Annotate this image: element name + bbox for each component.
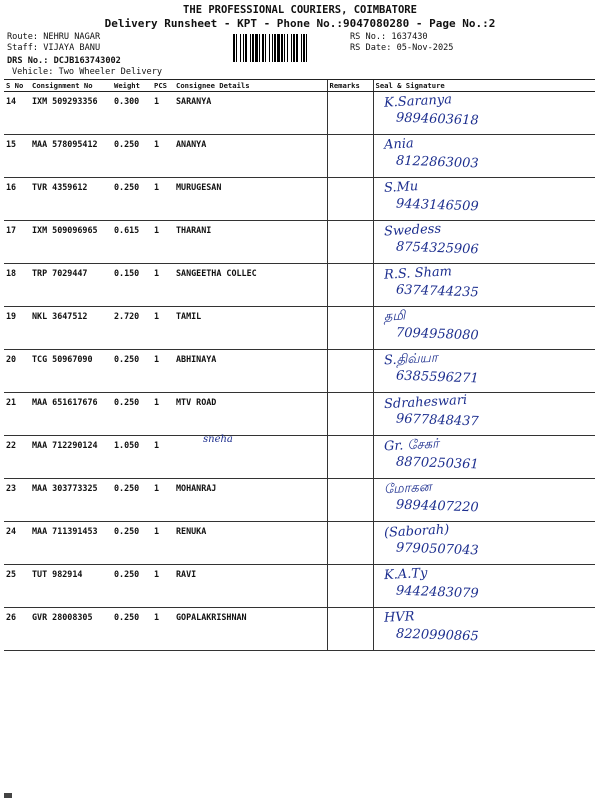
barcode-bar (269, 34, 270, 62)
row-consignee: MTV ROAD (174, 393, 327, 436)
row-sno: 16 (4, 178, 30, 221)
table-row (4, 221, 595, 264)
signature-name: Gr. சேகர் (383, 436, 439, 455)
signature-name: (Saborah) (383, 522, 450, 541)
row-consignment-no: MAA 711391453 (30, 522, 112, 565)
row-consignee: MOHANRAJ (174, 479, 327, 522)
row-signature (373, 92, 595, 135)
row-consignment-no: GVR 28008305 (30, 608, 112, 651)
rs-number: RS No.: 1637430 (350, 32, 428, 42)
barcode-bar (287, 34, 288, 62)
company-title: THE PROFESSIONAL COURIERS, COIMBATORE (183, 4, 417, 16)
signature-name: HVR (383, 609, 415, 626)
runsheet-table (4, 79, 595, 651)
row-pcs: 1 (152, 436, 174, 479)
row-weight: 0.250 (112, 350, 152, 393)
signature-name: Sdraheswari (383, 392, 468, 413)
row-pcs: 1 (152, 565, 174, 608)
col-consignee: Consignee Details (174, 80, 327, 92)
barcode-bar (272, 34, 273, 62)
signature-name: Ania (383, 136, 414, 153)
row-pcs: 1 (152, 178, 174, 221)
row-sno: 18 (4, 264, 30, 307)
row-weight: 0.250 (112, 393, 152, 436)
runsheet-subtitle: Delivery Runsheet - KPT - Phone No.:9047080280 - Page No.:2 (104, 17, 496, 30)
row-consignment-no: MAA 651617676 (30, 393, 112, 436)
barcode-bar (252, 34, 254, 62)
table-row (4, 565, 595, 608)
signature-phone: 7094958080 (395, 325, 479, 344)
row-pcs: 1 (152, 221, 174, 264)
signature-phone: 9894407220 (395, 497, 479, 516)
row-consignee: GOPALAKRISHNAN (174, 608, 327, 651)
row-consignment-no: IXM 509096965 (30, 221, 112, 264)
row-pcs: 1 (152, 479, 174, 522)
signature-phone: 8870250361 (395, 454, 479, 473)
row-pcs: 1 (152, 264, 174, 307)
signature-phone: 6385596271 (395, 368, 479, 387)
row-signature (373, 565, 595, 608)
barcode-bar (250, 34, 251, 62)
barcode-bar (265, 34, 266, 62)
barcode-bar (259, 34, 260, 62)
row-consignee: RENUKA (174, 522, 327, 565)
row-consignment-no: MAA 303773325 (30, 479, 112, 522)
row-weight: 0.300 (112, 92, 152, 135)
row-remarks (327, 522, 373, 565)
barcode-bar (281, 34, 283, 62)
drs-value: DCJB163743002 (53, 56, 121, 66)
row-signature (373, 393, 595, 436)
signature-name: K.Saranya (383, 92, 452, 111)
row-weight: 0.250 (112, 479, 152, 522)
drs-number (7, 56, 121, 66)
signature-name: R.S. Sham (383, 264, 452, 283)
row-remarks (327, 221, 373, 264)
table-row (4, 522, 595, 565)
route-label: Route: NEHRU NAGAR (7, 32, 101, 42)
row-consignee: MURUGESAN (174, 178, 327, 221)
row-pcs: 1 (152, 92, 174, 135)
row-pcs: 1 (152, 608, 174, 651)
col-consignment: Consignment No (30, 80, 112, 92)
row-remarks (327, 307, 373, 350)
barcode-bar (296, 34, 298, 62)
row-signature (373, 307, 595, 350)
barcode-bar (293, 34, 295, 62)
barcode-bar (277, 34, 280, 62)
signature-phone: 9442483079 (395, 583, 479, 602)
rs-date: RS Date: 05-Nov-2025 (350, 43, 454, 53)
row-consignee: ABHINAYA (174, 350, 327, 393)
barcode-bar (291, 34, 292, 62)
table-row (4, 479, 595, 522)
signature-phone: 6374744235 (395, 282, 479, 301)
barcode-bar (274, 34, 276, 62)
signature-phone: 9894603618 (395, 110, 479, 129)
row-consignee: RAVI (174, 565, 327, 608)
signature-phone: 8754325906 (395, 239, 479, 258)
row-signature (373, 178, 595, 221)
signature-name: K.A.Ty (383, 565, 428, 584)
barcode-bar (245, 34, 247, 62)
row-weight: 0.250 (112, 522, 152, 565)
row-consignment-no: TVR 4359612 (30, 178, 112, 221)
col-sno: S No (4, 80, 30, 92)
row-signature (373, 135, 595, 178)
row-remarks (327, 264, 373, 307)
signature-name: S.திவ்யா (383, 350, 438, 369)
col-signature: Seal & Signature (373, 80, 595, 92)
signature-phone: 9443146509 (395, 196, 479, 215)
row-sno: 26 (4, 608, 30, 651)
table-row (4, 135, 595, 178)
row-remarks (327, 479, 373, 522)
table-header-row (4, 80, 595, 92)
barcode-bar (233, 34, 235, 62)
row-sno: 20 (4, 350, 30, 393)
handwritten-consignee-note: sneha (203, 434, 233, 445)
table-row (4, 608, 595, 651)
row-remarks (327, 350, 373, 393)
drs-label: DRS No.: (7, 56, 49, 66)
row-remarks (327, 608, 373, 651)
row-pcs: 1 (152, 522, 174, 565)
barcode-bar (262, 34, 264, 62)
row-sno: 19 (4, 307, 30, 350)
row-consignee (174, 436, 327, 479)
row-weight: 0.250 (112, 608, 152, 651)
row-sno: 22 (4, 436, 30, 479)
signature-phone: 8122863003 (395, 153, 479, 172)
row-weight: 0.250 (112, 565, 152, 608)
barcode-bar (301, 34, 302, 62)
row-consignment-no: MAA 578095412 (30, 135, 112, 178)
barcode-image (233, 34, 346, 62)
row-consignment-no: IXM 509293356 (30, 92, 112, 135)
row-signature (373, 522, 595, 565)
row-remarks (327, 135, 373, 178)
barcode-bar (240, 34, 241, 62)
barcode-bar (243, 34, 244, 62)
signature-name: Swedess (383, 221, 441, 240)
row-weight: 0.615 (112, 221, 152, 264)
row-sno: 15 (4, 135, 30, 178)
row-consignee: THARANI (174, 221, 327, 264)
barcode-bar (306, 34, 307, 62)
row-sno: 23 (4, 479, 30, 522)
col-weight: Weight (112, 80, 152, 92)
row-consignee: TAMIL (174, 307, 327, 350)
row-sno: 14 (4, 92, 30, 135)
barcode-bar (255, 34, 258, 62)
row-signature (373, 350, 595, 393)
signature-name: தமி (383, 308, 406, 325)
table-row (4, 178, 595, 221)
barcode-bar (284, 34, 285, 62)
row-consignment-no: TUT 982914 (30, 565, 112, 608)
staff-label: Staff: VIJAYA BANU (7, 43, 101, 53)
signature-name: S.Mu (383, 179, 419, 196)
row-signature (373, 221, 595, 264)
row-weight: 0.150 (112, 264, 152, 307)
row-remarks (327, 565, 373, 608)
row-pcs: 1 (152, 350, 174, 393)
col-remarks: Remarks (327, 80, 373, 92)
row-consignee: SANGEETHA COLLEC (174, 264, 327, 307)
runsheet-table-wrap (4, 79, 595, 651)
table-row (4, 92, 595, 135)
signature-phone: 9677848437 (395, 411, 479, 430)
vehicle-label: Vehicle: Two Wheeler Delivery (12, 67, 163, 77)
row-sno: 24 (4, 522, 30, 565)
col-pcs: PCS (152, 80, 174, 92)
row-weight: 0.250 (112, 135, 152, 178)
row-pcs: 1 (152, 393, 174, 436)
table-row (4, 307, 595, 350)
row-sno: 17 (4, 221, 30, 264)
row-consignee: ANANYA (174, 135, 327, 178)
row-consignee: SARANYA (174, 92, 327, 135)
row-signature (373, 436, 595, 479)
row-remarks (327, 393, 373, 436)
row-remarks (327, 92, 373, 135)
row-weight: 0.250 (112, 178, 152, 221)
row-consignment-no: TCG 50967090 (30, 350, 112, 393)
barcode-bar (303, 34, 305, 62)
signature-name: மோகன (383, 479, 432, 498)
row-pcs: 1 (152, 135, 174, 178)
row-pcs: 1 (152, 307, 174, 350)
table-row (4, 350, 595, 393)
row-sno: 21 (4, 393, 30, 436)
barcode-bar (236, 34, 237, 62)
table-row (4, 436, 595, 479)
row-weight: 2.720 (112, 307, 152, 350)
row-consignment-no: MAA 712290124 (30, 436, 112, 479)
row-consignment-no: NKL 3647512 (30, 307, 112, 350)
row-signature (373, 608, 595, 651)
signature-phone: 9790507043 (395, 540, 479, 559)
row-signature (373, 264, 595, 307)
table-row (4, 264, 595, 307)
row-sno: 25 (4, 565, 30, 608)
row-remarks (327, 178, 373, 221)
row-consignment-no: TRP 7029447 (30, 264, 112, 307)
row-signature (373, 479, 595, 522)
scan-mark (4, 793, 12, 798)
signature-phone: 8220990865 (395, 626, 479, 645)
table-row (4, 393, 595, 436)
row-weight: 1.050 (112, 436, 152, 479)
row-remarks (327, 436, 373, 479)
